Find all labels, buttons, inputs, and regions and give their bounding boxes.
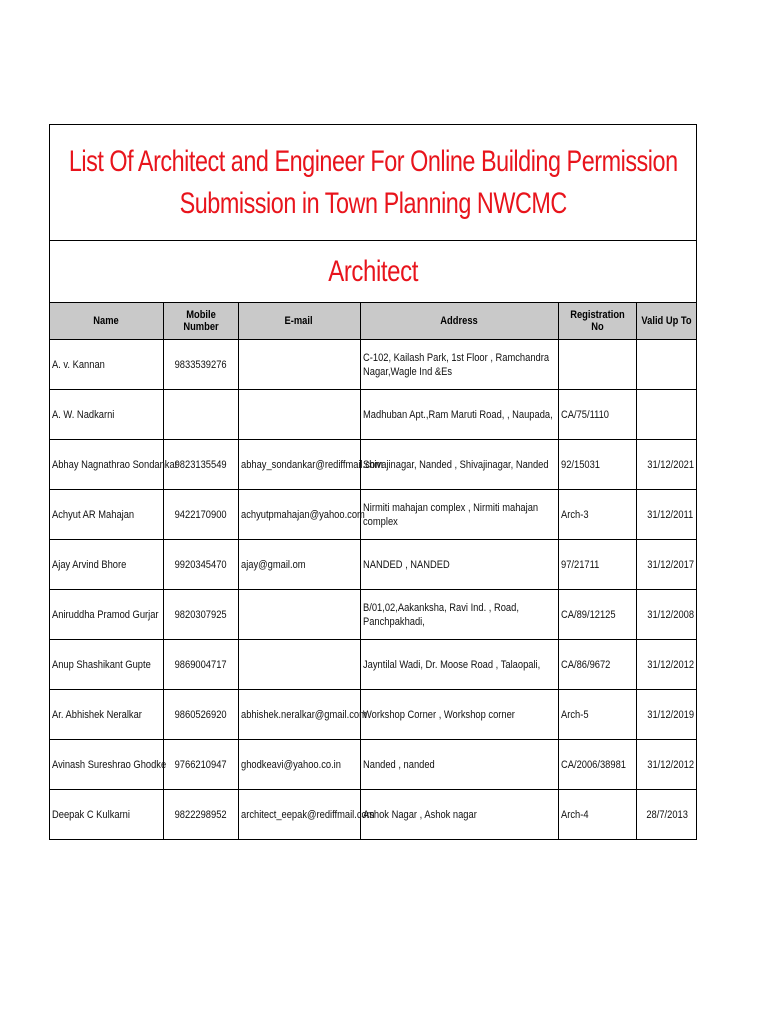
document-title	[69, 141, 678, 225]
cell-valid-up-to: 31/12/2011	[636, 490, 696, 540]
cell-valid-up-to: 31/12/2019	[636, 690, 696, 740]
cell-mobile: 9820307925	[163, 590, 238, 640]
cell-email: abhay_sondankar@rediffmail.com	[238, 440, 360, 490]
cell-email: architect_eepak@rediffmail.com	[238, 790, 360, 840]
cell-mobile: 9869004717	[163, 640, 238, 690]
table-row	[50, 390, 696, 440]
table-row	[50, 590, 696, 640]
section-block	[50, 241, 696, 303]
cell-name: Achyut AR Mahajan	[50, 490, 163, 540]
title-block	[50, 125, 696, 241]
cell-mobile: 9920345470	[163, 540, 238, 590]
cell-valid-up-to: 31/12/2021	[636, 440, 696, 490]
cell-registration-no: CA/89/12125	[558, 590, 636, 640]
cell-email: ajay@gmail.om	[238, 540, 360, 590]
cell-valid-up-to: 31/12/2017	[636, 540, 696, 590]
cell-address: B/01,02,Aakanksha, Ravi Ind. , Road, Panchpakhadi,	[360, 590, 558, 640]
cell-email	[238, 390, 360, 440]
cell-registration-no: 97/21711	[558, 540, 636, 590]
header-registration-no: Registration No	[558, 303, 636, 340]
cell-mobile: 9823135549	[163, 440, 238, 490]
table-row	[50, 540, 696, 590]
table-row	[50, 440, 696, 490]
cell-mobile: 9822298952	[163, 790, 238, 840]
table-header-row	[50, 303, 696, 340]
cell-valid-up-to: 28/7/2013	[636, 790, 696, 840]
header-email: E-mail	[238, 303, 360, 340]
table-row	[50, 740, 696, 790]
cell-address: Nanded , nanded	[360, 740, 558, 790]
cell-address: Workshop Corner , Workshop corner	[360, 690, 558, 740]
header-mobile-number: Mobile Number	[163, 303, 238, 340]
cell-registration-no: CA/86/9672	[558, 640, 636, 690]
cell-name: Avinash Sureshrao Ghodke	[50, 740, 163, 790]
cell-address: C-102, Kailash Park, 1st Floor , Ramchandra Nagar,Wagle Ind &Es	[360, 340, 558, 390]
cell-mobile: 9422170900	[163, 490, 238, 540]
cell-registration-no: CA/2006/38981	[558, 740, 636, 790]
cell-registration-no	[558, 340, 636, 390]
cell-address: Nirmiti mahajan complex , Nirmiti mahajan complex	[360, 490, 558, 540]
cell-mobile	[163, 390, 238, 440]
cell-valid-up-to: 31/12/2008	[636, 590, 696, 640]
cell-name: Aniruddha Pramod Gurjar	[50, 590, 163, 640]
cell-valid-up-to	[636, 390, 696, 440]
architect-table	[50, 303, 696, 840]
cell-registration-no: Arch-5	[558, 690, 636, 740]
cell-address: Jayntilal Wadi, Dr. Moose Road , Talaopali,	[360, 640, 558, 690]
cell-name: Abhay Nagnathrao Sondankar	[50, 440, 163, 490]
title-line-2: Submission in Town Planning NWCMC	[179, 186, 567, 220]
cell-email	[238, 340, 360, 390]
cell-name: A. v. Kannan	[50, 340, 163, 390]
table-row	[50, 490, 696, 540]
section-heading: Architect	[328, 254, 418, 288]
cell-registration-no: Arch-4	[558, 790, 636, 840]
table-row	[50, 690, 696, 740]
cell-mobile: 9833539276	[163, 340, 238, 390]
cell-registration-no: CA/75/1110	[558, 390, 636, 440]
cell-name: Anup Shashikant Gupte	[50, 640, 163, 690]
cell-address: NANDED , NANDED	[360, 540, 558, 590]
cell-valid-up-to: 31/12/2012	[636, 740, 696, 790]
table-row	[50, 640, 696, 690]
cell-address: Ashok Nagar , Ashok nagar	[360, 790, 558, 840]
cell-name: A. W. Nadkarni	[50, 390, 163, 440]
title-line-1: List Of Architect and Engineer For Online Building Permission	[68, 144, 678, 178]
cell-mobile: 9860526920	[163, 690, 238, 740]
cell-address: Shivajinagar, Nanded , Shivajinagar, Nanded	[360, 440, 558, 490]
header-valid-up-to: Valid Up To	[636, 303, 696, 340]
cell-mobile: 9766210947	[163, 740, 238, 790]
cell-email	[238, 640, 360, 690]
cell-registration-no: Arch-3	[558, 490, 636, 540]
cell-name: Ar. Abhishek Neralkar	[50, 690, 163, 740]
cell-email: achyutpmahajan@yahoo.com	[238, 490, 360, 540]
cell-name: Ajay Arvind Bhore	[50, 540, 163, 590]
cell-address: Madhuban Apt.,Ram Maruti Road, , Naupada,	[360, 390, 558, 440]
cell-valid-up-to: 31/12/2012	[636, 640, 696, 690]
cell-registration-no: 92/15031	[558, 440, 636, 490]
cell-email: ghodkeavi@yahoo.co.in	[238, 740, 360, 790]
header-name: Name	[50, 303, 163, 340]
architect-list-sheet	[49, 124, 697, 840]
cell-email: abhishek.neralkar@gmail.com	[238, 690, 360, 740]
table-row	[50, 790, 696, 840]
cell-valid-up-to	[636, 340, 696, 390]
header-address: Address	[360, 303, 558, 340]
table-row	[50, 340, 696, 390]
cell-name: Deepak C Kulkarni	[50, 790, 163, 840]
cell-email	[238, 590, 360, 640]
